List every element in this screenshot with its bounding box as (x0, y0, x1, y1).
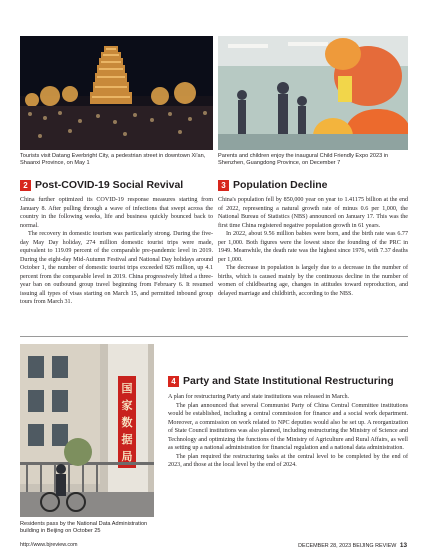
section-number-badge: 2 (20, 180, 31, 191)
section-body-institutional-restructuring (168, 393, 408, 470)
signboard-text: 国家数据局 (121, 382, 133, 463)
photo-caption: Residents pass by the National Data Administration building in Beijing on October 25 (20, 521, 148, 534)
section-number-badge: 3 (218, 180, 229, 191)
photo-caption: Parents and children enjoy the inaugural Child Friendly Expo 2023 in Shenzhen, Guangdong Province, on December 7 (218, 153, 389, 166)
photo-caption: Tourists visit Datang Everbright City, a pedestrian street in downtown Xi'an, Shaanxi Province, on May 1 (20, 153, 206, 166)
section-title: Post-COVID-19 Social Revival (35, 179, 184, 191)
paragraph: The plan required the restructuring tasks at the central level to be completed by the end of 2023, and those at the local level by the end of 2024. (168, 453, 408, 468)
paragraph: The recovery in domestic tourism was particularly strong. During the five-day May Day holiday, 274 million domestic tourist trips were made, equivalent to 119.09 percent of the comparable pre-pandemic level in 2019. During the eight-day Mid-Autumn Festival and National Day holidays around October 1, the number of domestic tourist trips exceeded 826 million, up 4.1 percent from the comparable level in 2019. China progressively lifted a three-year ban on outbound group travel beginning from February 6. It resumed issuing all types of visas starting on March 15, and permitted inbound group tours from March 31. (20, 231, 213, 305)
xian-night-illustration (20, 36, 213, 150)
paragraph: China further optimized its COVID-19 response measures starting from January 8. After pulling through a wave of infections that swept across the country in the following weeks, life and business quickly bounced back to normal. (20, 197, 213, 229)
section-title: Population Decline (233, 179, 328, 191)
footer-issue (298, 542, 407, 549)
section-heading-institutional-restructuring (168, 375, 394, 387)
paragraph: In 2022, about 9.56 million babies were born, and the birth rate was 6.77 per 1,000. Both figures were the lowest since the founding of the PRC in 1949. Meanwhile, the death rate was the highest since 1976, with 7.37 deaths per 1,000. (218, 231, 408, 263)
section-heading-social-revival (20, 179, 183, 191)
footer-url[interactable]: http://www.bjreview.com (20, 542, 78, 548)
paragraph: A plan for restructuring Party and state institutions was released in March. (168, 394, 350, 400)
expo-illustration (218, 36, 408, 150)
photo-child-friendly-expo (218, 36, 408, 150)
section-body-population-decline (218, 196, 408, 298)
footer-issue-text: DECEMBER 28, 2023 BEIJING REVIEW (298, 543, 397, 549)
paragraph: The plan announced that several Communist Party of China Central Committee institutions would be established, including a central commission for finance and a social work department. Moreover, a commission on work related to NPC deputies would also be set up. A reorganization of State Council institutions was also planned, including restructuring the Ministry of Science and Technology and optimizing the functions of the Ministry of Agriculture and Rural Affairs, as well as setting up a national administration for financial regulation and a national data administration. (168, 402, 408, 451)
paragraph: China's population fell by 850,000 year on year to 1.41175 billion at the end of 2022, representing a natural growth rate of minus 0.6 per 1,000, the National Bureau of Statistics (NBS) announced on January 17. This was the first time China registered negative population growth in 61 years. (218, 197, 408, 229)
photo-national-data-administration (20, 344, 154, 517)
section-divider (20, 336, 408, 337)
section-body-social-revival (20, 196, 213, 307)
section-number-badge: 4 (168, 376, 179, 387)
section-title: Party and State Institutional Restructuring (183, 375, 394, 387)
paragraph: The decrease in population is largely due to a decrease in the number of births, which is caused mainly by the continuous decline in the number of women of childbearing age, changes in attitudes toward reproduction, and delayed marriage and childbirth, according to the NBS. (218, 265, 408, 297)
section-heading-population-decline (218, 179, 328, 191)
page-number: 13 (399, 542, 407, 549)
photo-datang-everbright-city (20, 36, 213, 150)
